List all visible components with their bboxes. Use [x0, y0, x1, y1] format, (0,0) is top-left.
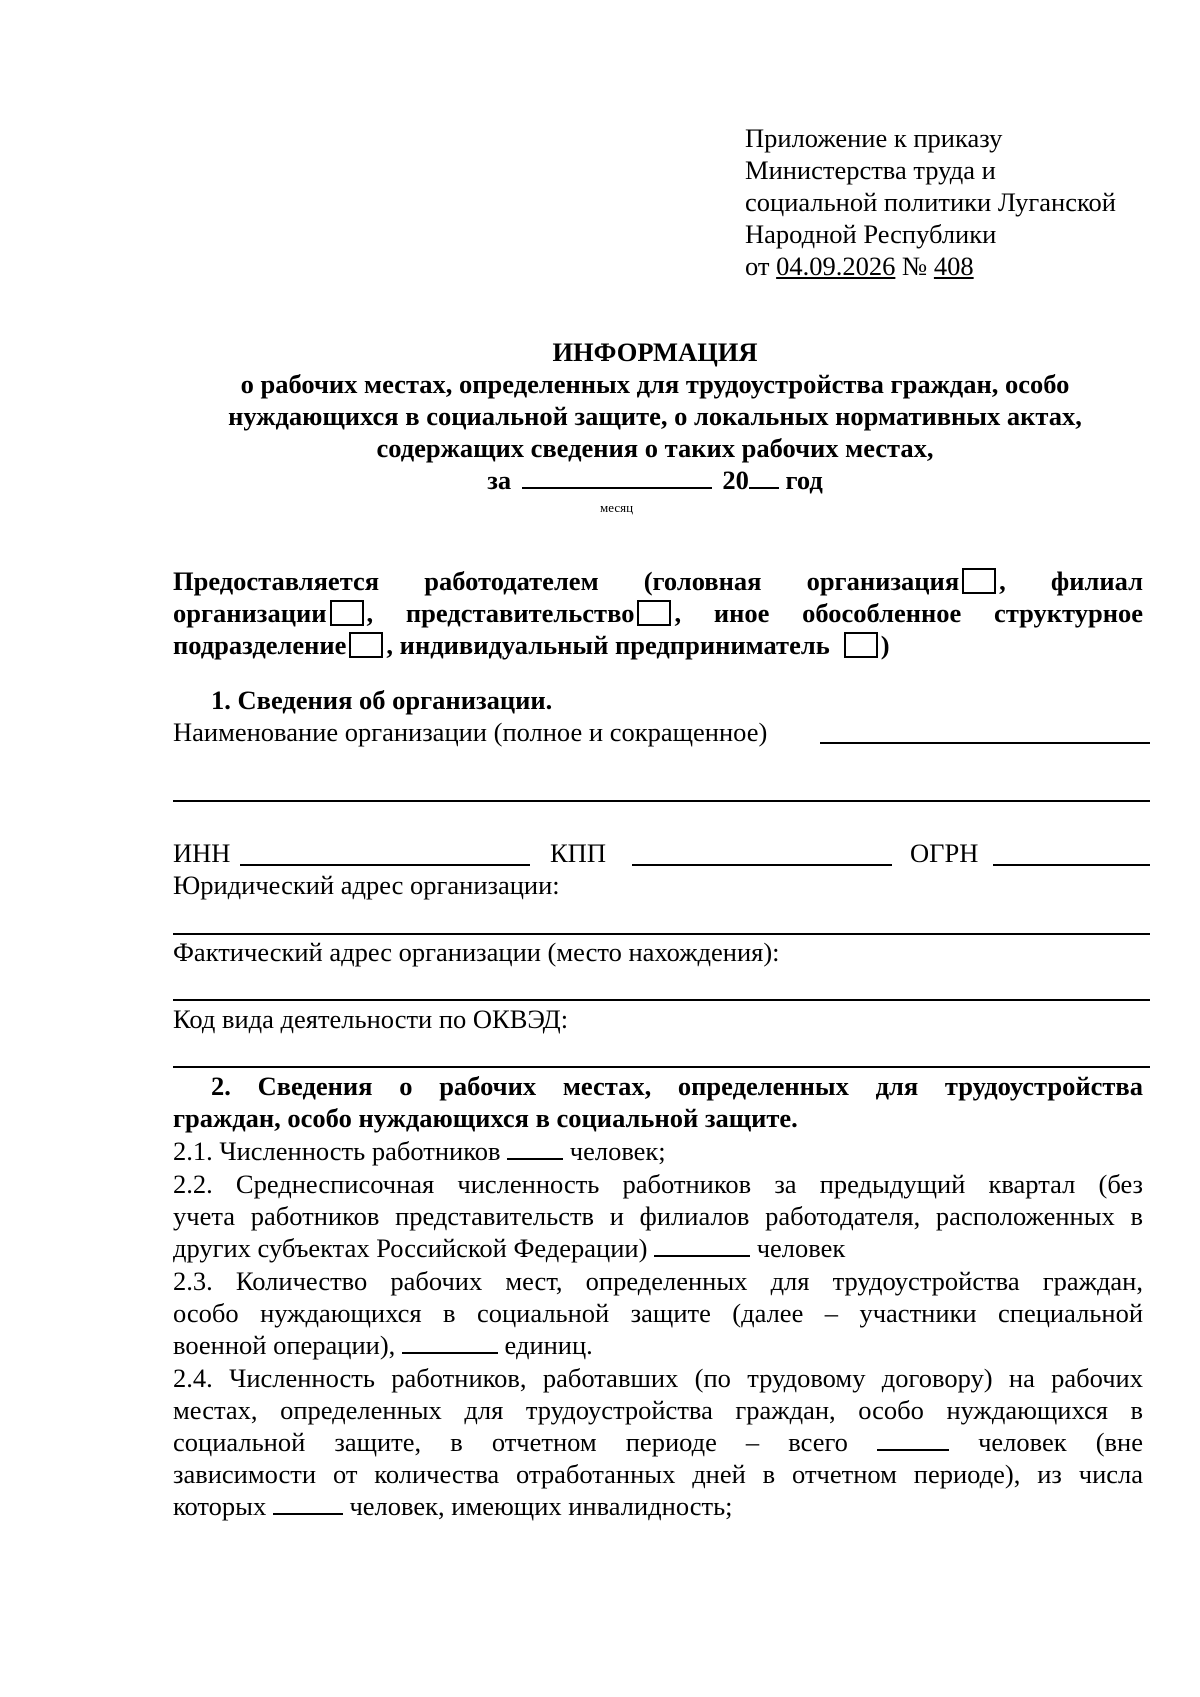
employee-count-field[interactable] — [507, 1136, 563, 1160]
year-suffix: год — [785, 465, 823, 495]
title-line: нуждающихся в социальной защите, о локальных нормативных актах, — [228, 401, 1082, 431]
item-2-3-row: особо нуждающихся в социальной защите (далее – участники специальной — [173, 1298, 1143, 1328]
provided-row — [173, 565, 1143, 597]
annex-block — [745, 122, 1116, 282]
section2-heading-row: 2. Сведения о рабочих местах, определенных для трудоустройства — [211, 1071, 1143, 1101]
subdivision-checkbox[interactable] — [349, 632, 383, 658]
item-2-2-row — [173, 1232, 1143, 1264]
individual-entrepreneur-checkbox[interactable] — [844, 632, 878, 658]
actual-address-label: Фактический адрес организации (место нахождения): — [173, 937, 780, 967]
item-text: 2.1. Численность работников — [173, 1136, 501, 1166]
item-text: социальной защите, в отчетном периоде – всего — [173, 1427, 848, 1457]
year-field[interactable] — [749, 465, 779, 489]
order-date: 04.09.2026 — [776, 251, 896, 281]
title-line: содержащих сведения о таких рабочих местах, — [376, 433, 934, 463]
number-sign: № — [901, 251, 928, 281]
item-2-4-row — [173, 1490, 1143, 1522]
inn-label: ИНН — [173, 838, 231, 868]
section2-heading — [173, 1070, 1143, 1134]
item-text: человек; — [569, 1136, 666, 1166]
annex-line: Приложение к приказу — [745, 123, 1003, 153]
org-name-label: Наименование организации (полное и сокращенное) — [173, 717, 768, 747]
legal-address-field[interactable] — [173, 933, 1150, 935]
provided-row — [173, 629, 1143, 661]
item-2-3 — [173, 1265, 1143, 1361]
provided-text: , филиал — [999, 566, 1143, 596]
inn-field[interactable] — [240, 864, 530, 866]
item-text: человек, имеющих инвалидность; — [349, 1491, 733, 1521]
provided-by-block — [173, 565, 1143, 661]
item-text: других субъектах Российской Федерации) — [173, 1233, 648, 1263]
ogrn-field[interactable] — [993, 864, 1150, 866]
item-2-4-row: местах, определенных для трудоустройства граждан, особо нуждающихся в — [173, 1395, 1143, 1425]
provided-row — [173, 597, 1143, 629]
item-2-2-row: 2.2. Среднесписочная численность работников за предыдущий квартал (без — [173, 1169, 1143, 1199]
item-2-4-row: зависимости от количества отработанных дней в отчетном периоде), из числа — [173, 1459, 1143, 1489]
head-org-checkbox[interactable] — [962, 568, 996, 594]
title-main: ИНФОРМАЦИЯ — [552, 337, 758, 367]
item-text: единиц. — [504, 1330, 593, 1360]
period-za: за — [487, 465, 512, 495]
document-title — [160, 336, 1150, 496]
provided-text: организации — [173, 598, 327, 628]
item-2-4 — [173, 1362, 1143, 1522]
annex-line: Министерства труда и — [745, 155, 996, 185]
item-2-4-row: 2.4. Численность работников, работавших (по трудовому договору) на рабочих — [173, 1363, 1143, 1393]
item-2-1-row — [173, 1135, 1143, 1167]
provided-text: ) — [880, 630, 890, 660]
item-2-4-row — [173, 1426, 1143, 1458]
section2-heading-row: граждан, особо нуждающихся в социальной защите. — [173, 1103, 798, 1133]
item-text: которых — [173, 1491, 267, 1521]
representative-office-checkbox[interactable] — [637, 600, 671, 626]
provided-text: , иное обособленное структурное — [674, 598, 1143, 628]
kpp-label: КПП — [550, 838, 606, 868]
annex-prefix: от — [745, 251, 770, 281]
workplaces-count-field[interactable] — [402, 1330, 498, 1354]
section1-heading: 1. Сведения об организации. — [211, 685, 553, 715]
org-name-field[interactable] — [820, 742, 1150, 744]
item-text: человек — [756, 1233, 846, 1263]
year-prefix: 20 — [722, 465, 749, 495]
annex-line: Народной Республики — [745, 219, 997, 249]
ogrn-label: ОГРН — [910, 838, 979, 868]
month-hint: месяц — [600, 500, 634, 515]
org-name-field-2[interactable] — [173, 800, 1150, 802]
item-2-1 — [173, 1135, 1143, 1167]
provided-text: , представительство — [366, 598, 635, 628]
item-2-3-row: 2.3. Количество рабочих мест, определенных для трудоустройства граждан, — [173, 1266, 1143, 1296]
item-2-2 — [173, 1168, 1143, 1264]
month-field[interactable] — [522, 465, 712, 489]
disabled-workers-field[interactable] — [273, 1491, 343, 1515]
title-line: о рабочих местах, определенных для трудоустройства граждан, особо — [240, 369, 1070, 399]
total-workers-field[interactable] — [877, 1427, 949, 1451]
actual-address-field[interactable] — [173, 999, 1150, 1001]
period-line — [160, 464, 1150, 496]
item-2-3-row — [173, 1329, 1143, 1361]
kpp-field[interactable] — [632, 864, 892, 866]
okved-label: Код вида деятельности по ОКВЭД: — [173, 1004, 569, 1034]
okved-field[interactable] — [173, 1066, 1150, 1068]
annex-date-line — [745, 250, 1116, 282]
item-2-2-row: учета работников представительств и филиалов работодателя, расположенных в — [173, 1201, 1143, 1231]
order-number: 408 — [933, 251, 974, 281]
provided-text: , индивидуальный предприниматель — [386, 630, 830, 660]
annex-line: социальной политики Луганской — [745, 187, 1116, 217]
item-text: военной операции), — [173, 1330, 396, 1360]
branch-checkbox[interactable] — [330, 600, 364, 626]
provided-text: подразделение — [173, 630, 347, 660]
avg-headcount-field[interactable] — [654, 1233, 750, 1257]
item-text: человек (вне — [978, 1427, 1143, 1457]
legal-address-label: Юридический адрес организации: — [173, 870, 560, 900]
provided-text: Предоставляется работодателем (головная организация — [173, 566, 960, 596]
